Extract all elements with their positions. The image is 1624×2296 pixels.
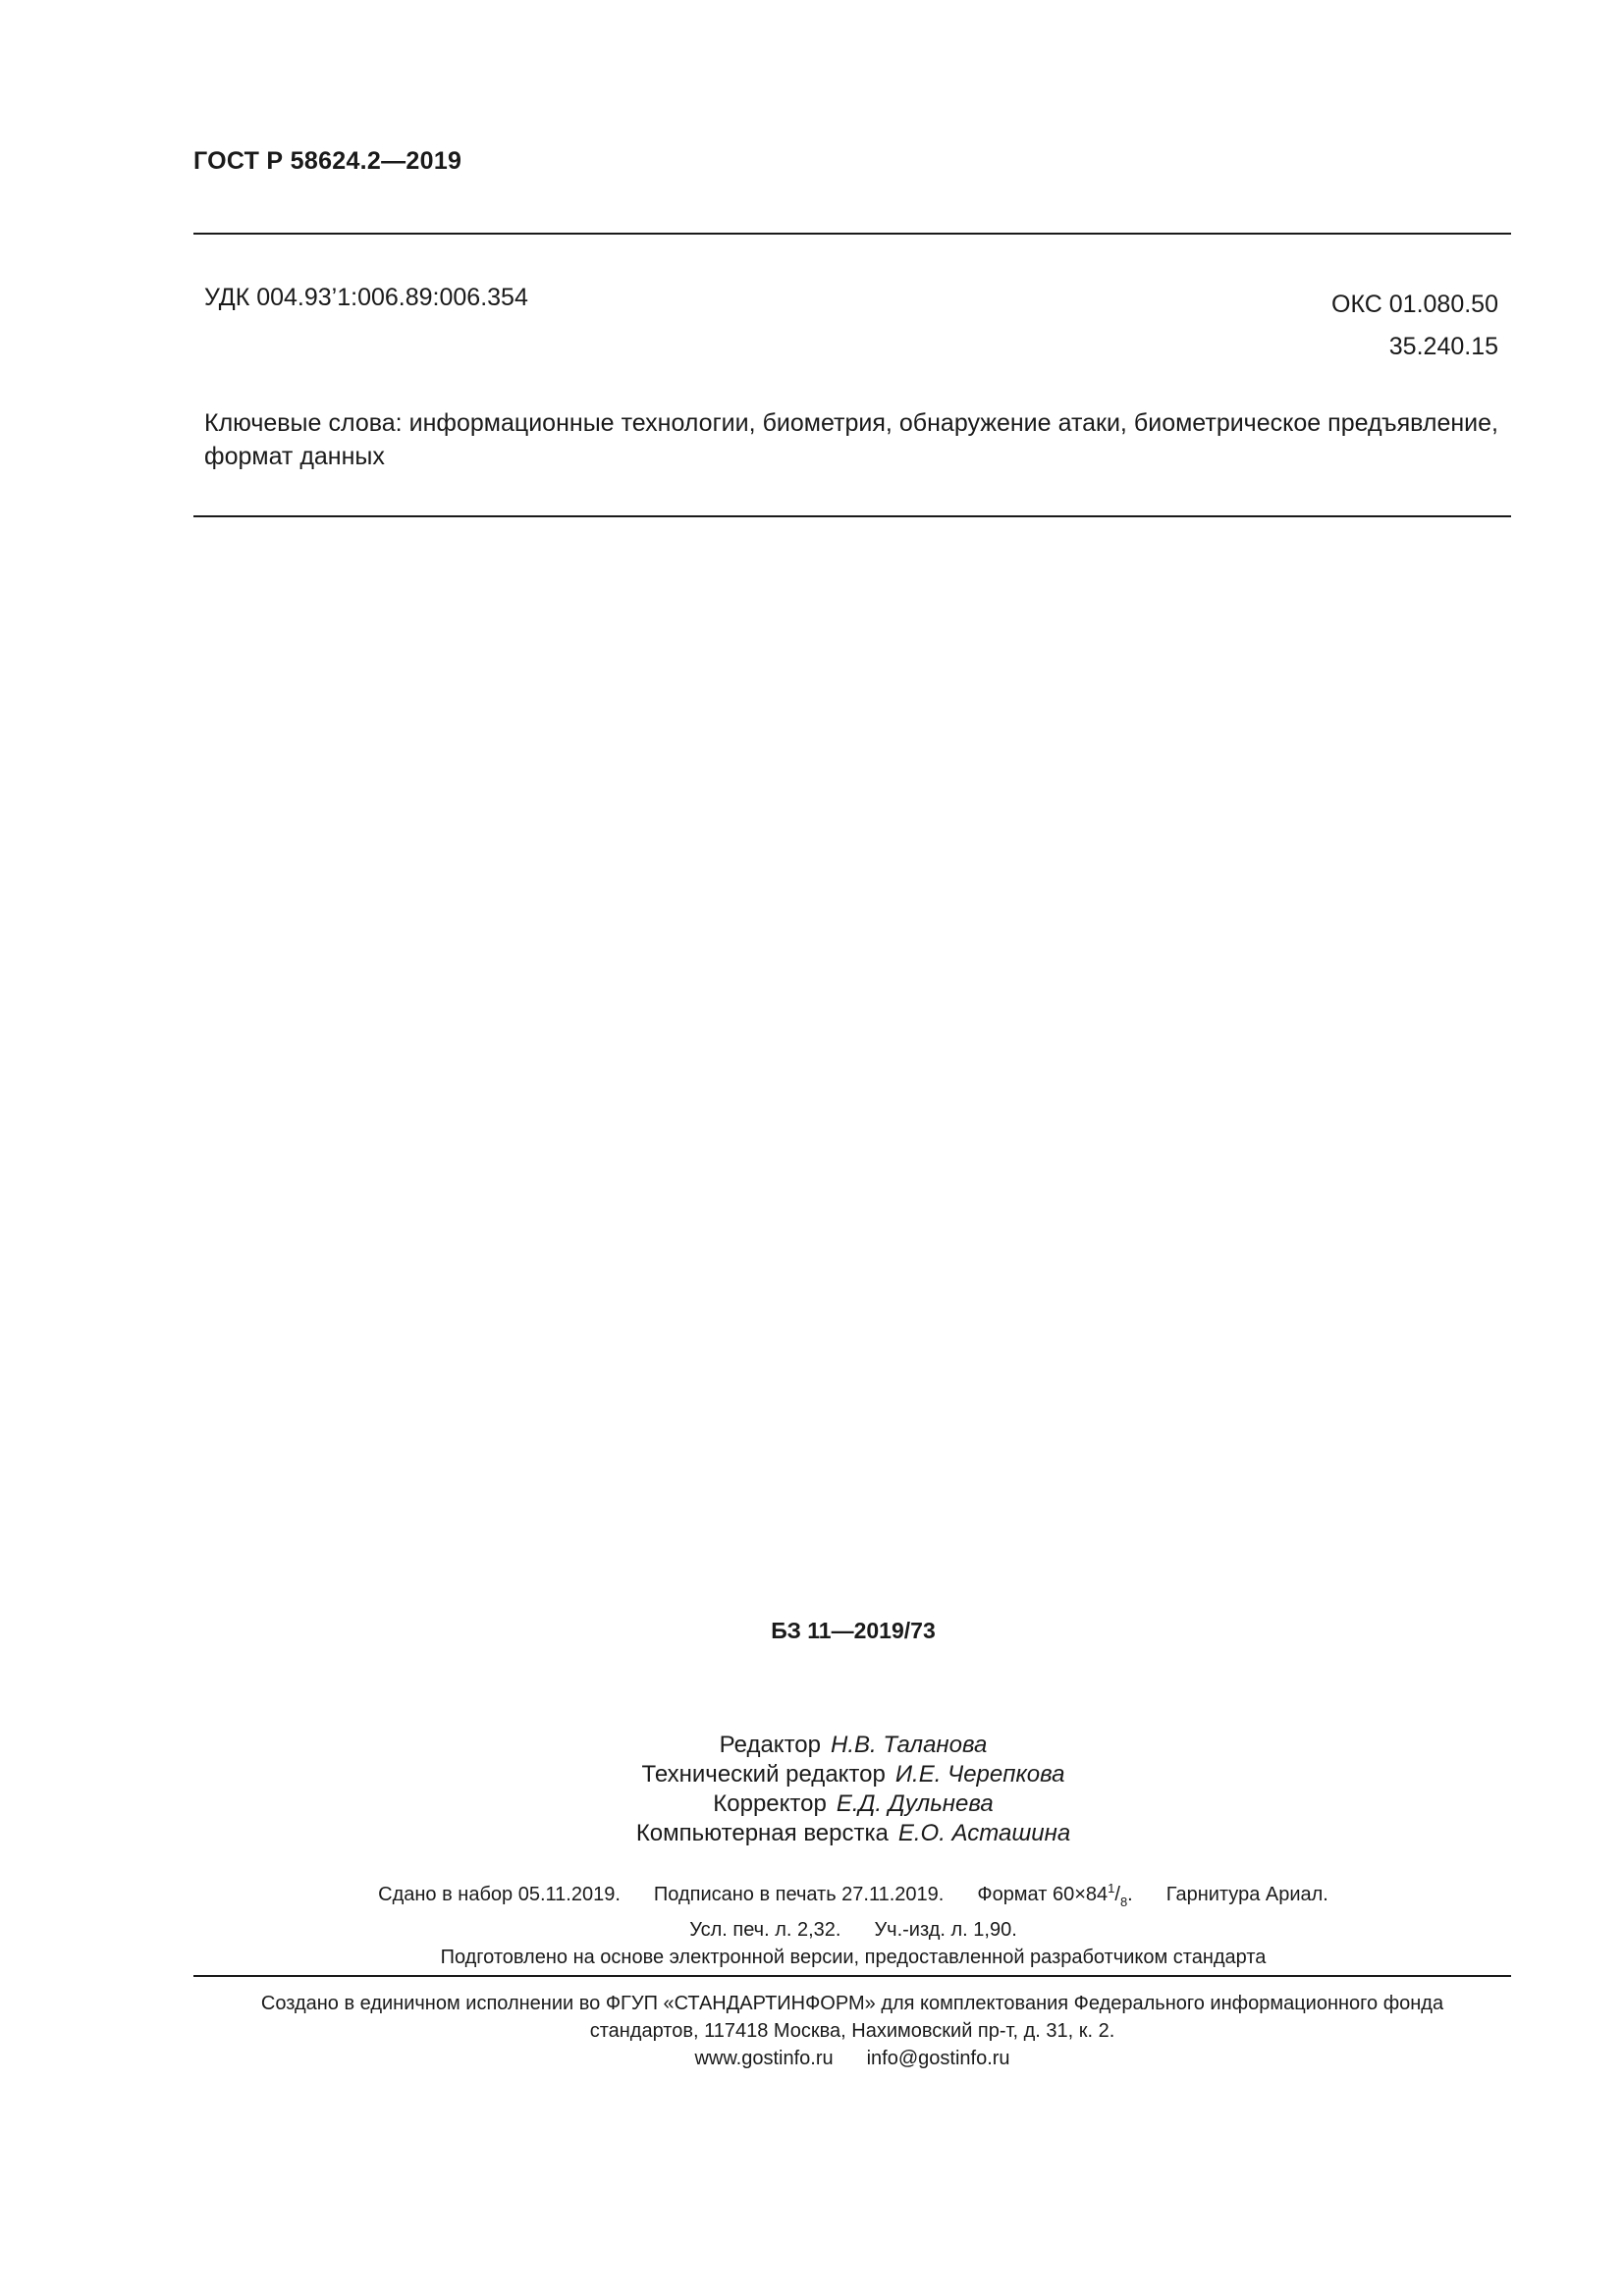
editor-line xyxy=(0,1731,1624,1760)
editor-name: И.Е. Черепкова xyxy=(894,1761,1065,1788)
usl-pech: Усл. печ. л. 2,32. xyxy=(689,1919,841,1941)
email-link[interactable]: info@gostinfo.ru xyxy=(866,2048,1010,2069)
oks-codes xyxy=(1331,284,1498,368)
editor-line xyxy=(0,1819,1624,1848)
bz-number: БЗ 11—2019/73 xyxy=(771,1618,936,1643)
editor-role: Компьютерная верстка xyxy=(635,1820,889,1846)
middle-divider xyxy=(193,515,1511,517)
uch-izd: Уч.-изд. л. 1,90. xyxy=(874,1919,1017,1941)
editor-line xyxy=(0,1789,1624,1819)
editor-role: Редактор xyxy=(719,1732,821,1758)
keywords-paragraph: Ключевые слова: информационные технологии, биометрия, обнаружение атаки, биометрическое предъявление, формат данных xyxy=(204,409,1498,470)
editor-line xyxy=(0,1760,1624,1789)
footer-line-2: стандартов, 117418 Москва, Нахимовский пр-т, д. 31, к. 2. xyxy=(589,2020,1115,2042)
website-link[interactable]: www.gostinfo.ru xyxy=(694,2048,834,2069)
top-divider xyxy=(193,233,1511,235)
document-code: ГОСТ Р 58624.2—2019 xyxy=(193,147,462,175)
editor-name: Н.В. Таланова xyxy=(830,1732,988,1758)
prepared-note: Подготовлено на основе электронной версии, предоставленной разработчиком стандарта xyxy=(440,1947,1267,1968)
editor-role: Технический редактор xyxy=(641,1761,886,1788)
paper-format: Формат $60\times 84^1/_8$. xyxy=(977,1881,1133,1909)
oks-code-line-1: ОКС 01.080.50 xyxy=(1331,291,1498,318)
typeface: Гарнитура Ариал. xyxy=(1165,1884,1328,1905)
footer-contacts xyxy=(193,2045,1511,2072)
oks-code-line-2: 35.240.15 xyxy=(1388,333,1498,360)
bottom-divider xyxy=(193,1975,1511,1977)
typeset-date: Сдано в набор 05.11.2019. xyxy=(378,1884,621,1905)
print-info-block xyxy=(0,1875,1624,1971)
print-info-line-2 xyxy=(0,1916,1624,1944)
signed-date: Подписано в печать 27.11.2019. xyxy=(653,1884,945,1905)
editors-block xyxy=(0,1731,1624,1848)
editor-role: Корректор xyxy=(713,1790,827,1817)
editor-name: Е.О. Асташина xyxy=(897,1820,1071,1846)
footer-line-1: Создано в единичном исполнении во ФГУП «СТАНДАРТИНФОРМ» для комплектования Федерального информационного фонда xyxy=(260,1993,1444,2014)
publisher-footer xyxy=(193,1990,1511,2072)
udk-code: УДК 004.93’1:006.89:006.354 xyxy=(204,284,528,311)
print-info-line-1 xyxy=(0,1875,1624,1916)
editor-name: Е.Д. Дульнева xyxy=(836,1790,994,1817)
